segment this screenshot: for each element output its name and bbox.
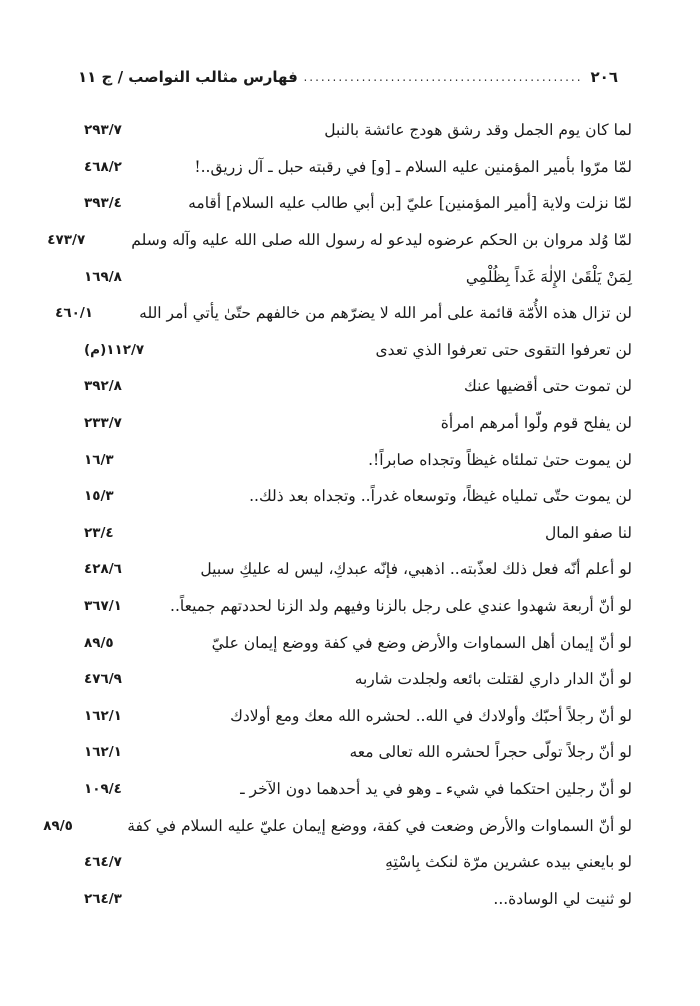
entry-reference: ٤٧٦/٩ — [84, 671, 122, 688]
index-entry — [78, 258, 632, 295]
index-entry — [78, 661, 632, 698]
entry-text: لو أنّ أربعة شهدوا عندي على رجل بالزنا وفيهم ولد الزنا لحددتهم جميعاً.. — [170, 597, 632, 616]
entry-reference: ١٦/٣ — [84, 451, 114, 468]
index-entry — [78, 368, 632, 405]
index-entry — [78, 185, 632, 222]
entry-text: لو أنّ رجلين احتكما في شيء ـ وهو في يد أحدهما دون الآخر ـ — [240, 779, 632, 798]
entry-reference: ٢٩٣/٧ — [84, 122, 122, 139]
entry-text: لن تموت حتى أقضيها عنك — [464, 377, 632, 396]
entry-reference: ١٦٢/١ — [84, 744, 122, 761]
entry-text: لنا صفو المال — [545, 523, 632, 542]
entry-text: لو ثنيت لي الوسادة... — [493, 889, 632, 908]
index-entry — [78, 441, 632, 478]
entry-reference: ١٦٢/١ — [84, 707, 122, 724]
index-entry — [78, 588, 632, 625]
entry-text: لمّا وُلد مروان بن الحكم عرضوه ليدعو له رسول الله صلى الله عليه وآله وسلم — [131, 231, 632, 250]
index-entry — [78, 405, 632, 442]
entry-reference: ٣٦٧/١ — [84, 598, 122, 615]
index-entry — [78, 624, 632, 661]
entry-reference: ٤٦٨/٢ — [84, 158, 122, 175]
index-entry — [78, 698, 632, 735]
index-entry — [43, 807, 632, 844]
entry-reference: ٤٦٤/٧ — [84, 854, 122, 871]
index-entry — [78, 149, 632, 186]
entry-text: لن يموت حتّى تملياه غيظاً، وتوسعاه غدراً.. وتجداه بعد ذلك.. — [249, 487, 632, 506]
entry-text: لمّا مرّوا بأمير المؤمنين عليه السلام ـ [و] في رقبته حبل ـ آل زريق..! — [194, 157, 632, 176]
index-entry — [78, 478, 632, 515]
entry-reference: ٤٧٣/٧ — [47, 232, 86, 249]
entry-reference: ٨٩/٥ — [84, 634, 114, 651]
entry-text: لو أنّ إيمان أهل السماوات والأرض وضع في كفة ووضع إيمان عليّ — [211, 633, 632, 652]
index-entry — [78, 112, 632, 149]
entry-text: لن يموت حتىٰ تملئاه غيظاً وتجداه صابراً!. — [368, 450, 632, 469]
entry-reference: ٣٩٣/٤ — [84, 195, 122, 212]
entry-text: لو أنّ السماوات والأرض وضعت في كفة، ووضع إيمان عليّ عليه السلام في كفة — [127, 816, 632, 835]
entry-reference: ٨٩/٥ — [43, 817, 73, 834]
entry-text: لو أنّ رجلاً تولّى حجراً لحشره الله تعالى معه — [349, 743, 632, 762]
leader-dots — [302, 70, 583, 84]
entry-reference: ٣٩٢/٨ — [84, 378, 122, 395]
index-entry — [78, 551, 632, 588]
index-entry — [78, 880, 632, 917]
entry-text: لِمَنْ يَلْقَىٰ الإِلٰهَ غَداً بِظُلْمِي — [465, 267, 632, 286]
entry-reference: ٢٣٣/٧ — [84, 415, 122, 432]
index-entry — [47, 222, 632, 259]
index-entry — [78, 734, 632, 771]
entry-reference: ١٠٩/٤ — [84, 780, 122, 797]
entry-text: لو بايعني بيده عشرين مرّة لنكث بِاسْتِهِ — [385, 853, 632, 872]
index-list — [43, 112, 632, 917]
entry-reference: ١٦٩/٨ — [84, 268, 122, 285]
entry-reference: ٤٦٠/١ — [55, 305, 94, 322]
entry-reference: ٢٦٤/٣ — [84, 890, 122, 907]
entry-reference: ١١٢/٧(م) — [84, 341, 145, 358]
index-entry — [78, 771, 632, 808]
running-title: فهارس مثالب النواصب / ج ١١ — [78, 68, 298, 86]
entry-reference: ١٥/٣ — [84, 488, 114, 505]
index-entry — [78, 332, 632, 369]
entry-text: لن تعرفوا التقوى حتى تعرفوا الذي تعدى — [375, 340, 632, 359]
page-number: ٢٠٦ — [590, 68, 618, 86]
entry-text: لو أعلم أنّه فعل ذلك لعذّبته.. اذهبي، فإنّه عبدكِ، ليس له عليكِ سبيل — [200, 560, 632, 579]
entry-text: لو أنّ الدار داري لقتلت بائعه ولجلدت شاربه — [354, 670, 632, 689]
entry-reference: ٤٢٨/٦ — [84, 561, 122, 578]
entry-reference: ٢٣/٤ — [84, 524, 114, 541]
running-head — [78, 64, 618, 90]
entry-text: لن تزال هذه الأُمّة قائمة على أمر الله لا يضرّهم من خالفهم حتّىٰ يأتي أمر الله — [139, 304, 632, 323]
entry-text: لما كان يوم الجمل وقد رشق هودج عائشة بالنبل — [324, 121, 632, 140]
entry-text: لن يفلح قوم ولّوا أمرهم امرأة — [440, 414, 632, 433]
index-entry — [78, 515, 632, 552]
entry-text: لو أنّ رجلاً أحبّك وأولادك في الله.. لحشره الله معك ومع أولادك — [230, 706, 632, 725]
entry-text: لمّا نزلت ولاية [أمير المؤمنين] عليّ [بن أبي طالب عليه السلام] أقامه — [188, 194, 632, 213]
index-entry — [55, 295, 632, 332]
index-entry — [78, 844, 632, 881]
